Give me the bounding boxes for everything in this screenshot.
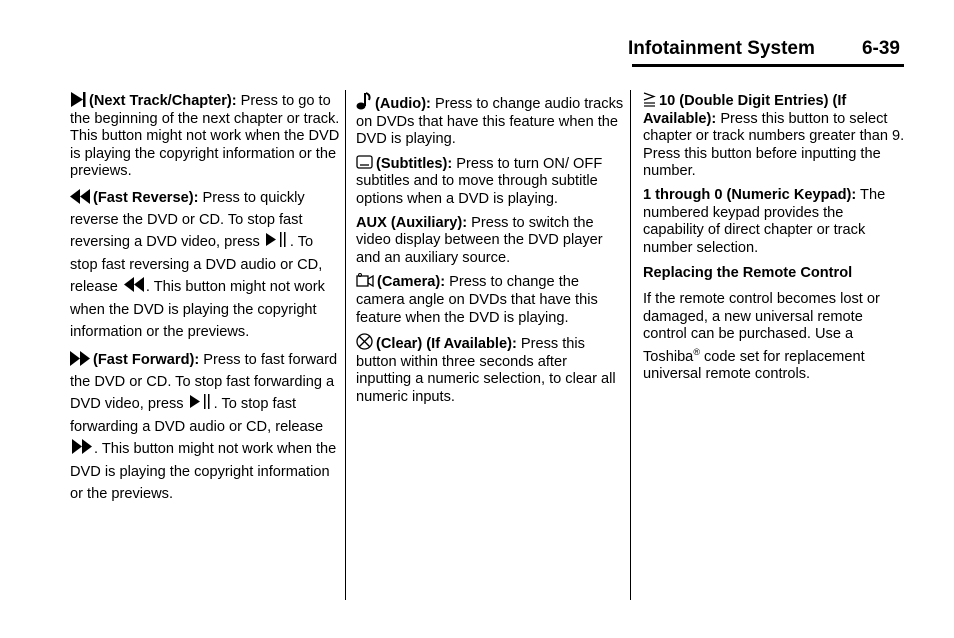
column-1 xyxy=(70,92,340,511)
audio-text: Press to change audio tracks on DVDs that have this feature when the DVD is playing. xyxy=(356,96,624,148)
clear-label: (Clear) (If Available): xyxy=(376,336,517,353)
next-track-icon xyxy=(70,92,86,107)
fast-reverse-paragraph xyxy=(70,187,340,343)
fast-forward-label: (Fast Forward): xyxy=(93,351,200,368)
fast-forward-text-3: . This button might not work when the DVD is playing the copyright information or the previews. xyxy=(70,440,337,502)
registered-mark: ® xyxy=(693,346,700,357)
fast-reverse-text-1: Press to quickly reverse the DVD or CD. To stop fast reversing a DVD video, press xyxy=(70,189,305,250)
replace-heading-paragraph xyxy=(643,265,905,283)
camera-label: (Camera): xyxy=(377,274,446,291)
column-divider-1 xyxy=(345,90,346,600)
fast-reverse-text-2: . To stop fast reversing a DVD audio or CD, release xyxy=(70,233,323,295)
audio-label: (Audio): xyxy=(375,96,431,112)
play-pause-icon xyxy=(190,394,212,416)
column-2 xyxy=(356,92,624,413)
camera-paragraph xyxy=(356,273,624,327)
next-track-paragraph xyxy=(70,92,340,181)
page-number: 6-39 xyxy=(861,38,900,59)
subtitles-text: Press to turn ON/ OFF subtitles and to move through subtitle options when a DVD is playing. xyxy=(356,155,603,207)
double-digit-paragraph xyxy=(643,92,905,181)
section-title: Infotainment System xyxy=(628,38,815,59)
column-3 xyxy=(643,92,905,390)
next-track-label: (Next Track/Chapter): xyxy=(89,93,237,109)
fast-forward-icon xyxy=(72,439,92,461)
page-header xyxy=(628,38,906,64)
fast-forward-text-2: . To stop fast forwarding a DVD audio or CD, release xyxy=(70,395,324,435)
double-digit-icon xyxy=(643,92,656,107)
keypad-paragraph xyxy=(643,187,905,257)
fast-forward-paragraph xyxy=(70,349,340,505)
audio-paragraph xyxy=(356,92,624,149)
aux-text: Press to switch the video display between the DVD player and an auxiliary source. xyxy=(356,214,603,266)
replace-heading: Replacing the Remote Control xyxy=(643,265,853,282)
subtitles-paragraph xyxy=(356,155,624,209)
fast-reverse-icon xyxy=(124,277,144,299)
play-pause-icon xyxy=(266,232,288,254)
camera-text: Press to change the camera angle on DVDs that have this feature when the DVD is playing. xyxy=(356,274,598,326)
double-digit-label: 10 (Double Digit Entries) (If Available): xyxy=(643,93,847,127)
audio-note-icon xyxy=(356,92,372,110)
replace-paragraph xyxy=(643,291,905,384)
next-track-text: Press to go to the beginning of the next chapter or track. This button might not work when the DVD is playing the copyright information or the previews. xyxy=(70,93,340,180)
replace-text-2: code set for replacement universal remote controls. xyxy=(643,348,865,383)
clear-paragraph xyxy=(356,333,624,406)
camera-icon xyxy=(356,273,374,288)
fast-reverse-label: (Fast Reverse): xyxy=(93,189,199,206)
column-divider-2 xyxy=(630,90,631,600)
aux-label: AUX (Auxiliary): xyxy=(356,214,468,231)
header-rule xyxy=(632,64,904,67)
keypad-label: 1 through 0 (Numeric Keypad): xyxy=(643,186,857,203)
keypad-text: The numbered keypad provides the capability of direct chapter or track number selection. xyxy=(643,186,886,256)
subtitles-label: (Subtitles): xyxy=(376,155,453,172)
fast-reverse-text-3: . This button might not work when the DVD is playing the copyright information or the previews. xyxy=(70,278,325,340)
fast-forward-icon xyxy=(70,351,90,366)
clear-icon xyxy=(356,333,373,350)
clear-text: Press this button within three seconds after inputting a numeric selection, to clear all numeric inputs. xyxy=(356,336,616,405)
replace-text-1: If the remote control becomes lost or damaged, a new universal remote control can be purchased. Use a Toshiba xyxy=(643,290,880,365)
fast-reverse-icon xyxy=(70,189,90,204)
fast-forward-text-1: Press to fast forward the DVD or CD. To stop fast forwarding a DVD video, press xyxy=(70,351,338,412)
double-digit-text: Press this button to select chapter or track numbers greater than 9. Press this button before inputting the number. xyxy=(643,110,905,180)
subtitles-icon xyxy=(356,155,373,170)
aux-paragraph xyxy=(356,215,624,268)
